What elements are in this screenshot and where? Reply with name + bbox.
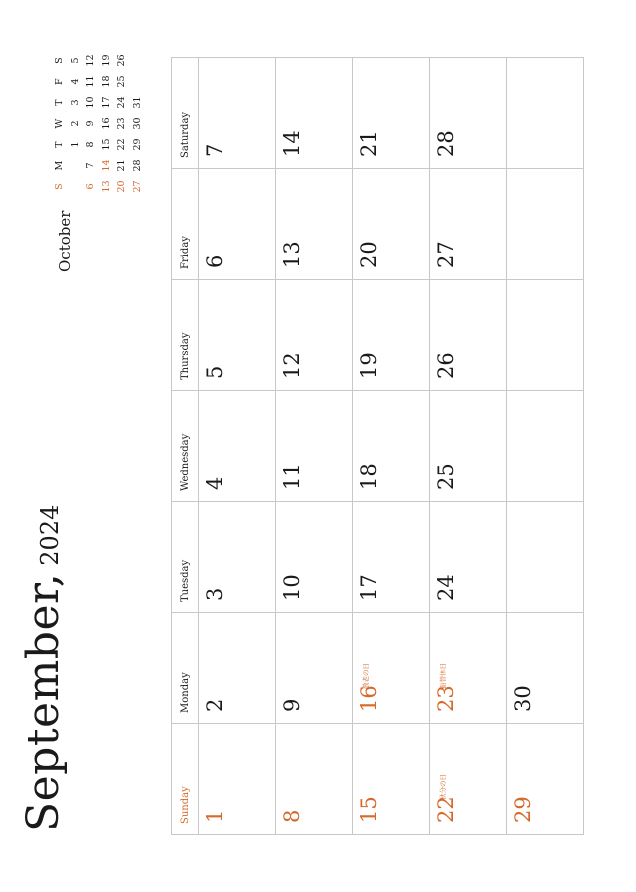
day-cell: [507, 169, 584, 280]
day-number: 17: [357, 574, 381, 601]
holiday-label: 敬老の日: [362, 663, 370, 689]
mini-week: [83, 50, 99, 197]
mini-day: 5: [69, 57, 81, 64]
day-cell: [276, 613, 353, 724]
day-number: 14: [280, 130, 304, 157]
day-number: 4: [203, 476, 227, 490]
mini-day: 6: [85, 183, 97, 190]
day-number: 27: [434, 241, 458, 268]
day-cell: [353, 724, 430, 835]
mini-day: [130, 50, 146, 71]
mini-day: 20: [116, 180, 128, 193]
mini-day: 29: [131, 138, 143, 151]
mini-day: [130, 71, 146, 92]
day-number: 15: [357, 796, 381, 823]
mini-day: 22: [116, 138, 128, 151]
mini-day: 14: [100, 159, 112, 172]
day-number: 22: [434, 796, 458, 823]
day-cell: [353, 391, 430, 502]
day-cell: [199, 502, 276, 613]
mini-day: 15: [100, 138, 112, 151]
mini-day: 26: [116, 54, 128, 67]
mini-day: 2: [69, 120, 81, 127]
mini-day: 21: [116, 159, 128, 172]
day-cell: [276, 724, 353, 835]
day-number: 25: [434, 463, 458, 490]
day-number: 6: [203, 254, 227, 268]
mini-day: 7: [85, 162, 97, 169]
mini-day-header: S: [54, 183, 66, 190]
holiday-label: 振替休日: [439, 663, 447, 689]
day-cell: [353, 502, 430, 613]
mini-day: 25: [116, 75, 128, 88]
day-number: 2: [203, 698, 227, 712]
weekday-header-friday: Friday: [172, 169, 199, 280]
mini-calendar: [52, 50, 145, 197]
day-cell: [199, 169, 276, 280]
mini-calendar-header-row: [52, 50, 68, 197]
day-cell: [199, 613, 276, 724]
day-number: 7: [203, 143, 227, 157]
day-cell: [353, 169, 430, 280]
day-cell: [430, 613, 507, 724]
day-number: 3: [203, 587, 227, 601]
mini-day: 1: [69, 141, 81, 148]
weekday-header-row: [172, 58, 199, 835]
mini-day-header: S: [54, 57, 66, 64]
mini-day: [68, 176, 84, 197]
week-row: [353, 58, 430, 835]
day-cell: [430, 58, 507, 169]
mini-day-header: F: [54, 78, 66, 85]
day-cell: [507, 613, 584, 724]
mini-day: 12: [85, 54, 97, 67]
mini-day-header: T: [54, 141, 66, 148]
day-number: 9: [280, 698, 304, 712]
day-cell: [276, 58, 353, 169]
month-grid: [171, 57, 584, 835]
day-number: 23: [434, 685, 458, 712]
mini-day: 27: [131, 180, 143, 193]
day-number: 16: [357, 685, 381, 712]
day-cell: [507, 391, 584, 502]
mini-day: 11: [85, 75, 97, 88]
month-name: September,: [18, 572, 69, 832]
day-number: 29: [511, 796, 535, 823]
day-cell: [507, 280, 584, 391]
mini-week: [130, 50, 146, 197]
day-cell: [507, 502, 584, 613]
day-cell: [276, 169, 353, 280]
weekday-header-sunday: Sunday: [172, 724, 199, 835]
day-cell: [430, 391, 507, 502]
day-cell: [276, 502, 353, 613]
mini-day: 13: [100, 180, 112, 193]
mini-day-header: T: [54, 99, 66, 106]
day-cell: [507, 724, 584, 835]
mini-week: [68, 50, 84, 197]
day-number: 1: [203, 809, 227, 823]
day-number: 26: [434, 352, 458, 379]
day-cell: [353, 613, 430, 724]
day-number: 19: [357, 352, 381, 379]
week-row: [430, 58, 507, 835]
year: 2024: [36, 504, 64, 566]
day-number: 30: [511, 685, 535, 712]
day-number: 24: [434, 574, 458, 601]
mini-calendar-month: October: [56, 210, 74, 272]
mini-day: [68, 155, 84, 176]
weekday-header-monday: Monday: [172, 613, 199, 724]
holiday-label: 秋分の日: [439, 774, 447, 800]
day-cell: [276, 280, 353, 391]
day-number: 10: [280, 574, 304, 601]
week-row: [276, 58, 353, 835]
day-number: 20: [357, 241, 381, 268]
day-number: 8: [280, 809, 304, 823]
mini-day: 3: [69, 99, 81, 106]
day-cell: [507, 58, 584, 169]
day-number: 13: [280, 241, 304, 268]
weekday-header-saturday: Saturday: [172, 58, 199, 169]
day-number: 21: [357, 130, 381, 157]
day-number: 5: [203, 365, 227, 379]
day-number: 12: [280, 352, 304, 379]
month-title: [18, 505, 69, 832]
mini-day: 8: [85, 141, 97, 148]
day-cell: [353, 58, 430, 169]
day-cell: [199, 280, 276, 391]
weekday-header-thursday: Thursday: [172, 280, 199, 391]
week-row: [199, 58, 276, 835]
weekday-header-tuesday: Tuesday: [172, 502, 199, 613]
day-number: 28: [434, 130, 458, 157]
day-cell: [430, 280, 507, 391]
mini-day: 23: [116, 117, 128, 130]
day-cell: [430, 724, 507, 835]
mini-day: 9: [85, 120, 97, 127]
mini-week: [99, 50, 115, 197]
day-cell: [199, 391, 276, 502]
day-cell: [276, 391, 353, 502]
mini-day: 18: [100, 75, 112, 88]
week-row: [507, 58, 584, 835]
mini-day: 4: [69, 78, 81, 85]
weekday-header-wednesday: Wednesday: [172, 391, 199, 502]
day-cell: [199, 724, 276, 835]
day-number: 18: [357, 463, 381, 490]
mini-day-header: M: [54, 160, 66, 171]
mini-day: 24: [116, 96, 128, 109]
day-cell: [430, 169, 507, 280]
day-number: 11: [280, 463, 304, 490]
mini-day: 16: [100, 117, 112, 130]
mini-day: 19: [100, 54, 112, 67]
day-cell: [199, 58, 276, 169]
mini-day: 28: [131, 159, 143, 172]
mini-day: 10: [85, 96, 97, 109]
mini-day: 31: [131, 96, 143, 109]
day-cell: [430, 502, 507, 613]
mini-day: 17: [100, 96, 112, 109]
day-cell: [353, 280, 430, 391]
mini-day: 30: [131, 117, 143, 130]
mini-day-header: W: [54, 118, 66, 129]
mini-week: [114, 50, 130, 197]
